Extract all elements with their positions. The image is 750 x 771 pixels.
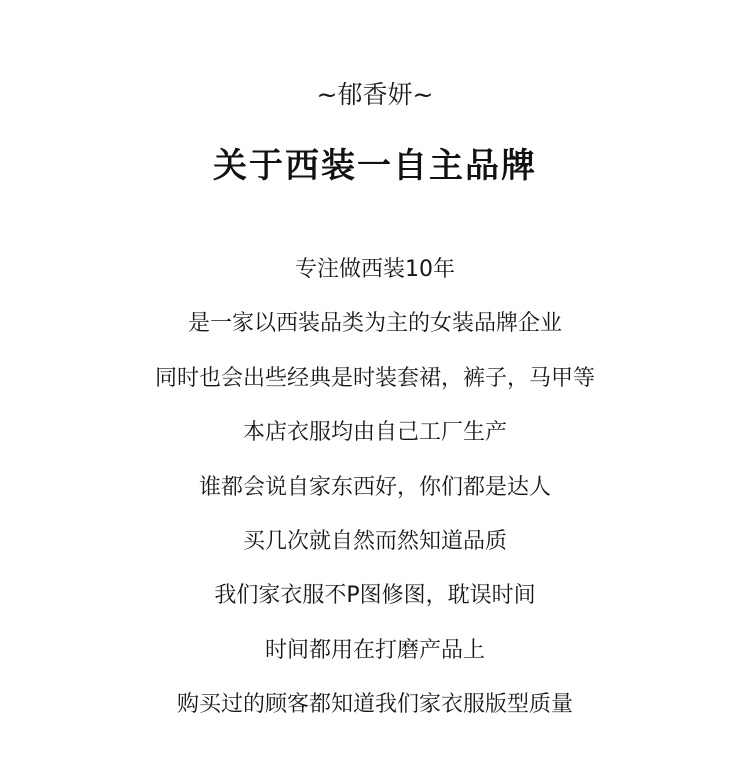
intro-text-list — [0, 255, 750, 745]
intro-line: 我们家衣服不P图修图，耽误时间 — [214, 583, 536, 609]
brand-name: ~郁香妍~ — [316, 80, 434, 109]
page-title: 关于西装一自主品牌 — [213, 146, 537, 186]
intro-line: 本店衣服均由自己工厂生产 — [242, 420, 507, 446]
intro-line: 专注做西装10年 — [295, 257, 455, 282]
intro-line: 谁都会说自家东西好，你们都是达人 — [198, 474, 551, 500]
intro-line: 时间都用在打磨产品上 — [264, 637, 485, 663]
intro-line: 同时也会出些经典是时装套裙，裤子，马甲等 — [154, 365, 595, 391]
intro-line: 是一家以西装品类为主的女装品牌企业 — [187, 311, 562, 337]
intro-line: 买几次就自然而然知道品质 — [242, 528, 507, 554]
intro-line: 购买过的顾客都知道我们家衣服版型质量 — [176, 692, 573, 718]
